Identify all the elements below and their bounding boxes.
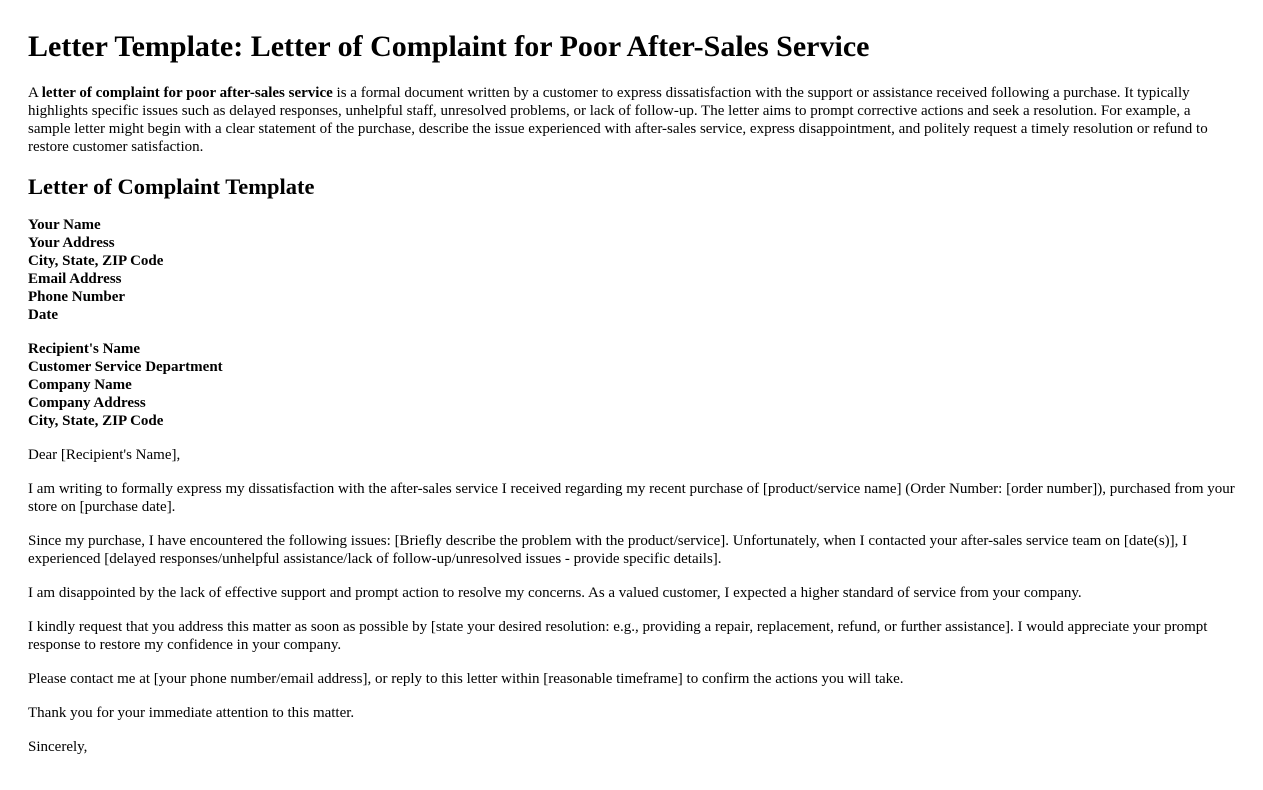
body-paragraph: Thank you for your immediate attention to this matter.: [28, 705, 355, 721]
sender-address: Your Address: [28, 235, 115, 251]
sender-name: Your Name: [28, 217, 101, 233]
recipient-company-address: Company Address: [28, 395, 146, 411]
sender-email: Email Address: [28, 271, 122, 287]
intro-text: is a formal document written by a customer to express dissatisfaction with the support or assistance received following a purchase. It typically highlights specific issues such as delayed responses, unhelpful staff, unresolved problems, or lack of follow-up. The letter aims to prompt corrective actions and seek a resolution. For example, a sample letter might begin with a clear statement of the purchase, describe the issue experienced with after-sales service, express disappointment, and politely request a timely resolution or refund to restore customer satisfaction.: [28, 85, 1208, 155]
sender-city-state-zip: City, State, ZIP Code: [28, 253, 164, 269]
body-paragraph: I kindly request that you address this matter as soon as possible by [state your desired resolution: e.g., providing a repair, replacement, refund, or further assistance]. I would appreciate your prompt response to restore my confidence in your company.: [28, 619, 1208, 653]
recipient-city-state-zip: City, State, ZIP Code: [28, 413, 164, 429]
body-paragraph: I am disappointed by the lack of effective support and prompt action to resolve my concerns. As a valued customer, I expected a higher standard of service from your company.: [28, 585, 1082, 601]
body-paragraph: Since my purchase, I have encountered the following issues: [Briefly describe the problem with the product/service]. Unfortunately, when I contacted your after-sales service team on [date(s)], I experienced [delayed responses/unhelpful assistance/lack of follow-up/unresolved issues - provide specific details].: [28, 533, 1188, 567]
intro-bold-term: letter of complaint for poor after-sales service: [41, 85, 333, 101]
section-heading: Letter of Complaint Template: [28, 174, 315, 199]
closing: Sincerely,: [28, 739, 88, 755]
recipient-address-block: [28, 340, 1235, 430]
sender-date: Date: [28, 307, 58, 323]
recipient-company-name: Company Name: [28, 377, 132, 393]
salutation: Dear [Recipient's Name],: [28, 447, 181, 463]
recipient-department: Customer Service Department: [28, 359, 223, 375]
body-paragraph: I am writing to formally express my dissatisfaction with the after-sales service I received regarding my recent purchase of [product/service name] (Order Number: [order number]), purchased from your store on [purchase date].: [28, 481, 1235, 515]
sender-phone: Phone Number: [28, 289, 126, 305]
page-title: Letter Template: Letter of Complaint for Poor After-Sales Service: [28, 30, 870, 63]
intro-paragraph: [28, 84, 1235, 156]
sender-address-block: [28, 216, 1235, 324]
recipient-name: Recipient's Name: [28, 341, 141, 357]
intro-prefix: A: [28, 85, 42, 101]
body-paragraph: Please contact me at [your phone number/email address], or reply to this letter within [reasonable timeframe] to confirm the actions you will take.: [28, 671, 904, 687]
